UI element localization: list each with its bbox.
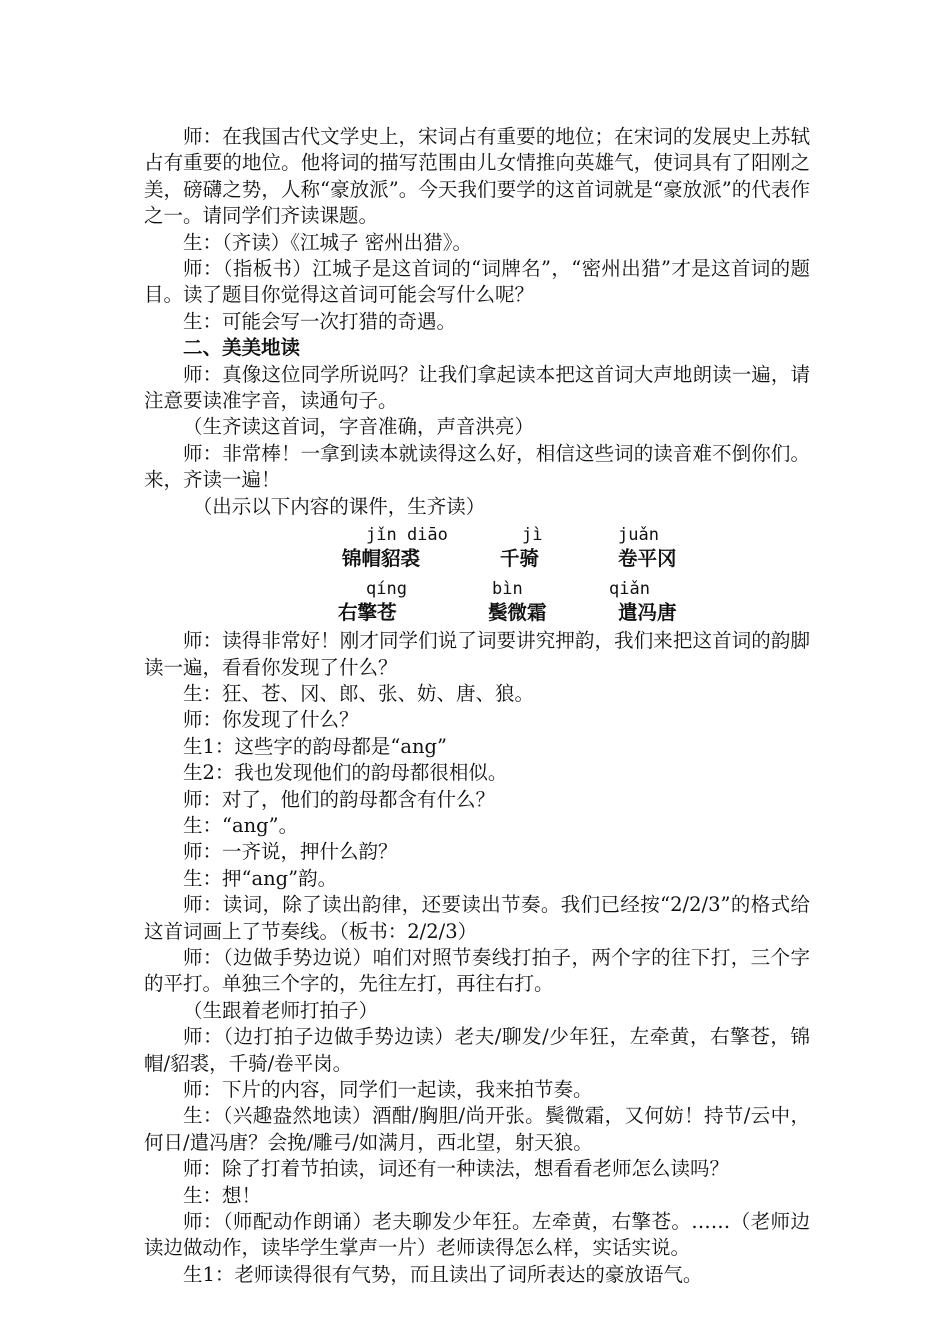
section-intro	[144, 124, 810, 520]
pinyin: jǐn diāo	[366, 525, 448, 546]
paragraph: 师：一齐说，押什么韵？	[183, 840, 398, 864]
paragraph: 师：真像这位同学所说吗？让我们拿起读本把这首词大声地朗读一遍，请注意要读准字音，读通句子。	[144, 362, 810, 413]
paragraph: 生1：这些字的韵母都是“ang”	[183, 734, 448, 758]
vocab-word: 遣冯唐	[618, 601, 677, 625]
vocab-word: 锦帽貂裘	[342, 547, 421, 571]
word-row-2	[144, 598, 810, 628]
pinyin: juǎn	[618, 525, 659, 546]
pinyin-row-2	[144, 574, 810, 598]
pinyin: qiǎn	[609, 579, 650, 600]
document-page	[144, 124, 810, 1288]
vocab-word: 千骑	[500, 547, 540, 571]
paragraph: 师：读词，除了读出韵律，还要读出节奏。我们已经按“2/2/3”的格式给这首词画上了节奏线。（板书：2/2/3）	[144, 893, 810, 943]
paragraph: 师：你发现了什么？	[183, 708, 359, 732]
paragraph: 生：（兴趣盎然地读）酒酣/胸胆/尚开张。鬓微霜，又何妨！持节/云中，何日/遣冯唐？会挽/雕弓/如满月，西北望，射天狼。	[144, 1104, 810, 1154]
vocab-block	[144, 520, 810, 628]
vocab-word: 鬓微霜	[488, 601, 547, 625]
paragraph: （生齐读这首词，字音准确，声音洪亮）	[183, 415, 535, 439]
paragraph: 师：在我国古代文学史上，宋词占有重要的地位；在宋词的发展史上苏轼占有重要的地位。他将词的描写范围由儿女情推向英雄气，使词具有了阳刚之美，磅礴之势，人称“豪放派”。今天我们要学的这首词就是“豪放派”的代表作之一。请同学们齐读课题。	[144, 125, 810, 228]
pinyin: jì	[522, 525, 543, 546]
paragraph: 师：（边做手势边说）咱们对照节奏线打拍子，两个字的往下打，三个字的平打。单独三个字的，先往左打，再往右打。	[144, 945, 810, 996]
paragraph: （出示以下内容的课件，生齐读）	[192, 494, 486, 518]
paragraph: 生1：老师读得很有气势，而且读出了词所表达的豪放语气。	[183, 1262, 703, 1286]
section-heading: 二、美美地读	[183, 336, 301, 360]
paragraph: 师：除了打着节拍读，词还有一种读法，想看看老师怎么读吗？	[183, 1157, 730, 1181]
pinyin: qíng	[366, 579, 407, 600]
paragraph: 师：对了，他们的韵母都含有什么？	[183, 787, 496, 811]
paragraph: 师：读得非常好！刚才同学们说了词要讲究押韵，我们来把这首词的韵脚读一遍，看看你发现了什么？	[144, 629, 810, 679]
paragraph: 师：下片的内容，同学们一起读，我来拍节奏。	[183, 1078, 593, 1101]
pinyin: bìn	[492, 579, 523, 600]
paragraph: 生：“ang”。	[183, 813, 299, 837]
pinyin-row-1	[144, 520, 810, 544]
paragraph: 生2：我也发现他们的韵母都很相似。	[183, 761, 508, 785]
vocab-word: 卷平冈	[618, 547, 677, 571]
paragraph: 生：（齐读）《江城子 密州出猎》。	[183, 230, 472, 254]
paragraph: 生：狂、苍、冈、郎、张、妨、唐、狼。	[183, 681, 535, 705]
paragraph: （生跟着老师打拍子）	[183, 998, 379, 1022]
paragraph: 生：想！	[183, 1183, 262, 1207]
paragraph: 师：（指板书）江城子是这首词的“词牌名”，“密州出猎”才是这首词的题目。读了题目你觉得这首词可能会写什么呢？	[144, 257, 810, 307]
section-reading	[144, 628, 810, 1288]
paragraph: 师：（边打拍子边做手势边读）老夫/聊发/少年狂，左牵黄，右擎苍，锦帽/貂裘，千骑/卷平岗。	[144, 1025, 810, 1075]
word-row-1	[144, 544, 810, 574]
paragraph: 生：可能会写一次打猎的奇遇。	[183, 309, 457, 333]
paragraph: 生：押“ang”韵。	[183, 866, 338, 890]
vocab-word: 右擎苍	[338, 601, 397, 625]
paragraph: 师：（师配动作朗诵）老夫聊发少年狂。左牵黄，右擎苍。……（老师边读边做动作，读毕学生掌声一片）老师读得怎么样，实话实说。	[144, 1210, 810, 1260]
paragraph: 师：非常棒！一拿到读本就读得这么好，相信这些词的读音难不倒你们。来，齐读一遍！	[144, 441, 810, 492]
